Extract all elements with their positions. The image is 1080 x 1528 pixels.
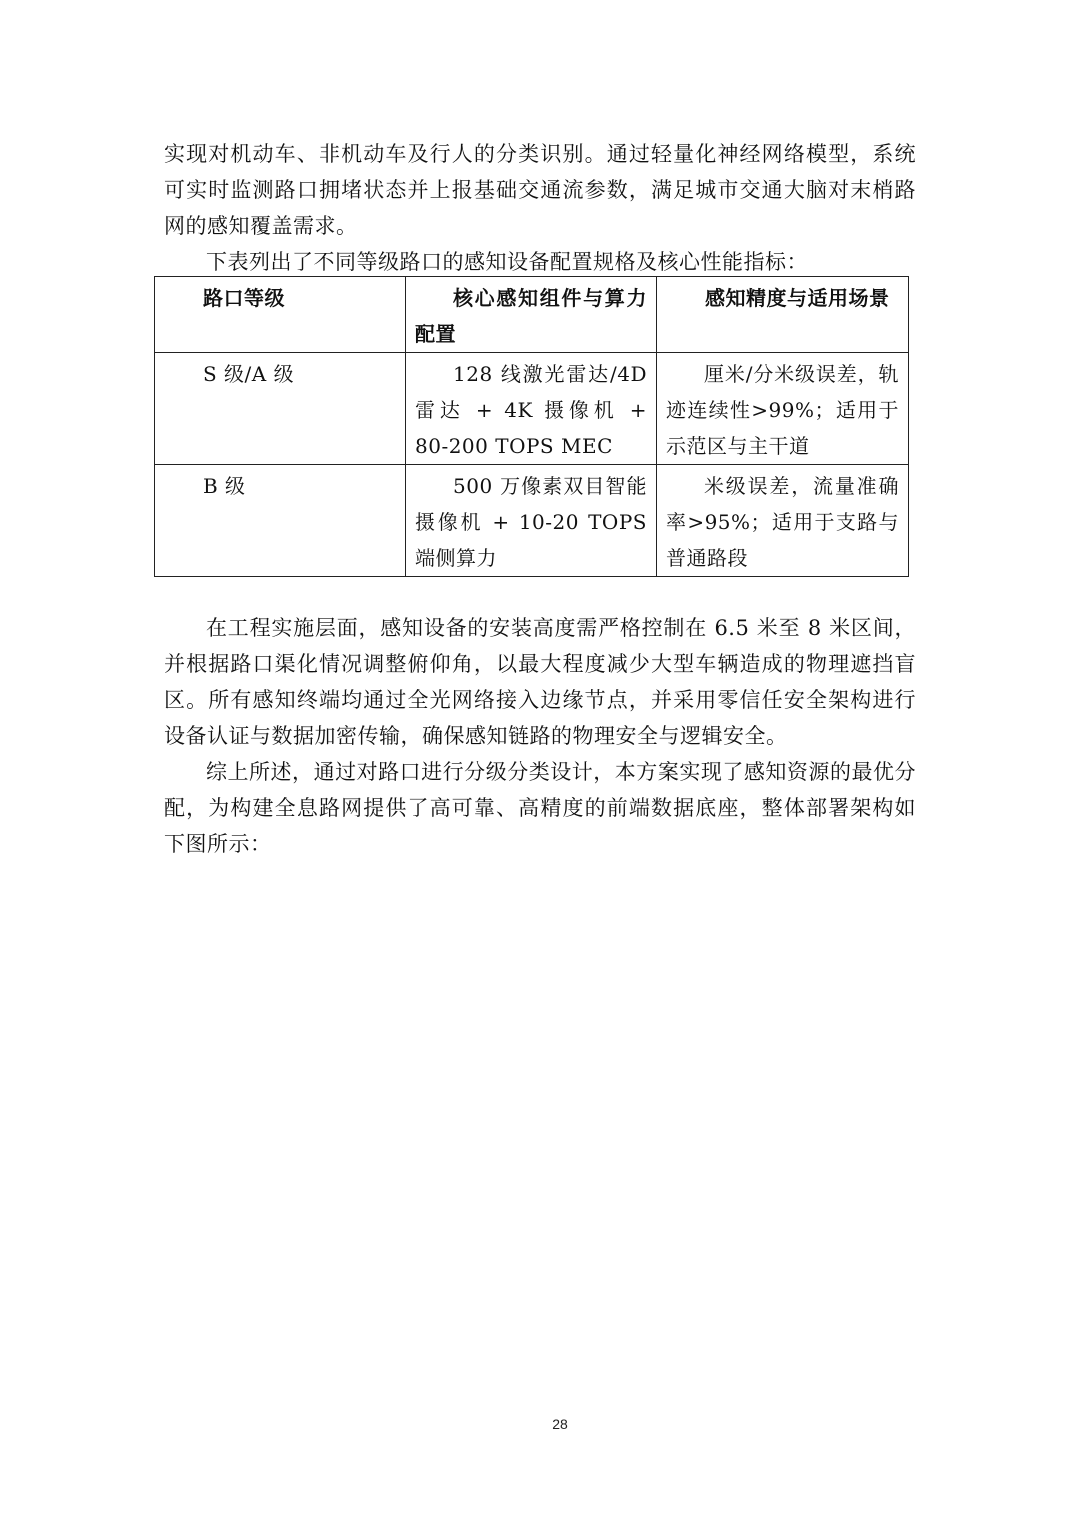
cell-grade: S 级/A 级 [155, 353, 406, 465]
cell-grade: B 级 [155, 465, 406, 577]
intro-paragraph: 实现对机动车、非机动车及行人的分类识别。通过轻量化神经网络模型，系统可实时监测路口拥堵状态并上报基础交通流参数，满足城市交通大脑对末梢路网的感知覆盖需求。 [164, 142, 916, 238]
table-header-row [155, 277, 909, 353]
cell-config: 128 线激光雷达/4D 雷达 + 4K 摄像机 + 80-200 TOPS MEC [406, 353, 657, 465]
device-config-table [154, 276, 909, 577]
header-config: 核心感知组件与算力配置 [406, 277, 657, 353]
cell-config: 500 万像素双目智能摄像机 + 10-20 TOPS 端侧算力 [406, 465, 657, 577]
header-accuracy: 感知精度与适用场景 [657, 277, 909, 353]
table-row [155, 465, 909, 577]
header-grade: 路口等级 [155, 277, 406, 353]
implementation-paragraph: 在工程实施层面，感知设备的安装高度需严格控制在 6.5 米至 8 米区间，并根据路口渠化情况调整俯仰角，以最大程度减少大型车辆造成的物理遮挡盲区。所有感知终端均通过全光网络接入边缘节点，并采用零信任安全架构进行设备认证与数据加密传输，确保感知链路的物理安全与逻辑安全。 [164, 616, 916, 748]
summary-paragraph: 综上所述，通过对路口进行分级分类设计，本方案实现了感知资源的最优分配，为构建全息路网提供了高可靠、高精度的前端数据底座，整体部署架构如下图所示： [164, 760, 916, 856]
cell-accuracy: 厘米/分米级误差，轨迹连续性>99%；适用于示范区与主干道 [657, 353, 909, 465]
cell-accuracy: 米级误差，流量准确率>95%；适用于支路与普通路段 [657, 465, 909, 577]
body-section [164, 610, 916, 862]
page-number: 28 [552, 1416, 568, 1432]
table-lead-paragraph: 下表列出了不同等级路口的感知设备配置规格及核心性能指标： [206, 250, 808, 274]
table-row [155, 353, 909, 465]
